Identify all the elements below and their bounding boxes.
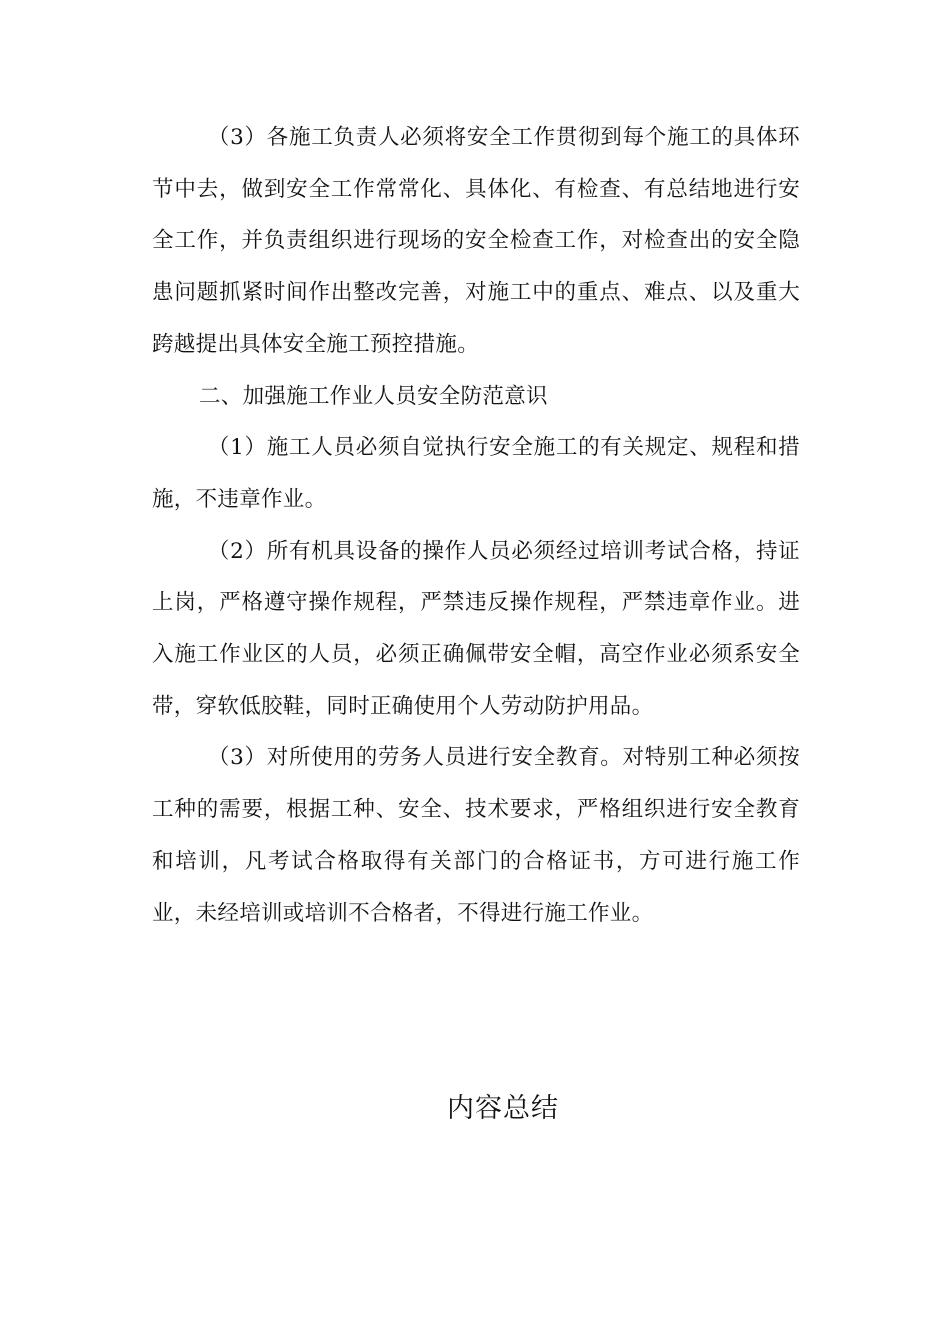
- paragraph-item-2-operators: （2）所有机具设备的操作人员必须经过培训考试合格，持证上岗，严格遵守操作规程，严禁违反操作规程，严禁违章作业。进入施工作业区的人员，必须正确佩带安全帽，高空作业必须系安全带，穿软低胶鞋，同时正确使用个人劳动防护用品。: [152, 538, 800, 719]
- summary-title: 内容总结: [447, 1093, 559, 1124]
- section-heading: 二、加强施工作业人员安全防范意识: [199, 383, 548, 409]
- paragraph-item-1-regulations: （1）施工人员必须自觉执行安全施工的有关规定、规程和措施，不违章作业。: [152, 435, 800, 512]
- document-body: [152, 112, 800, 939]
- paragraph-item-3-training: （3）对所使用的劳务人员进行安全教育。对特别工种必须按工种的需要，根据工种、安全、技术要求，严格组织进行安全教育和培训，凡考试合格取得有关部门的合格证书，方可进行施工作业，未经培训或培训不合格者，不得进行施工作业。: [152, 745, 800, 926]
- paragraph-item-3-responsibility: （3）各施工负责人必须将安全工作贯彻到每个施工的具体环节中去，做到安全工作常常化、具体化、有检查、有总结地进行安全工作，并负责组织进行现场的安全检查工作，对检查出的安全隐患问题抓紧时间作出整改完善，对施工中的重点、难点、以及重大跨越提出具体安全施工预控措施。: [152, 125, 800, 357]
